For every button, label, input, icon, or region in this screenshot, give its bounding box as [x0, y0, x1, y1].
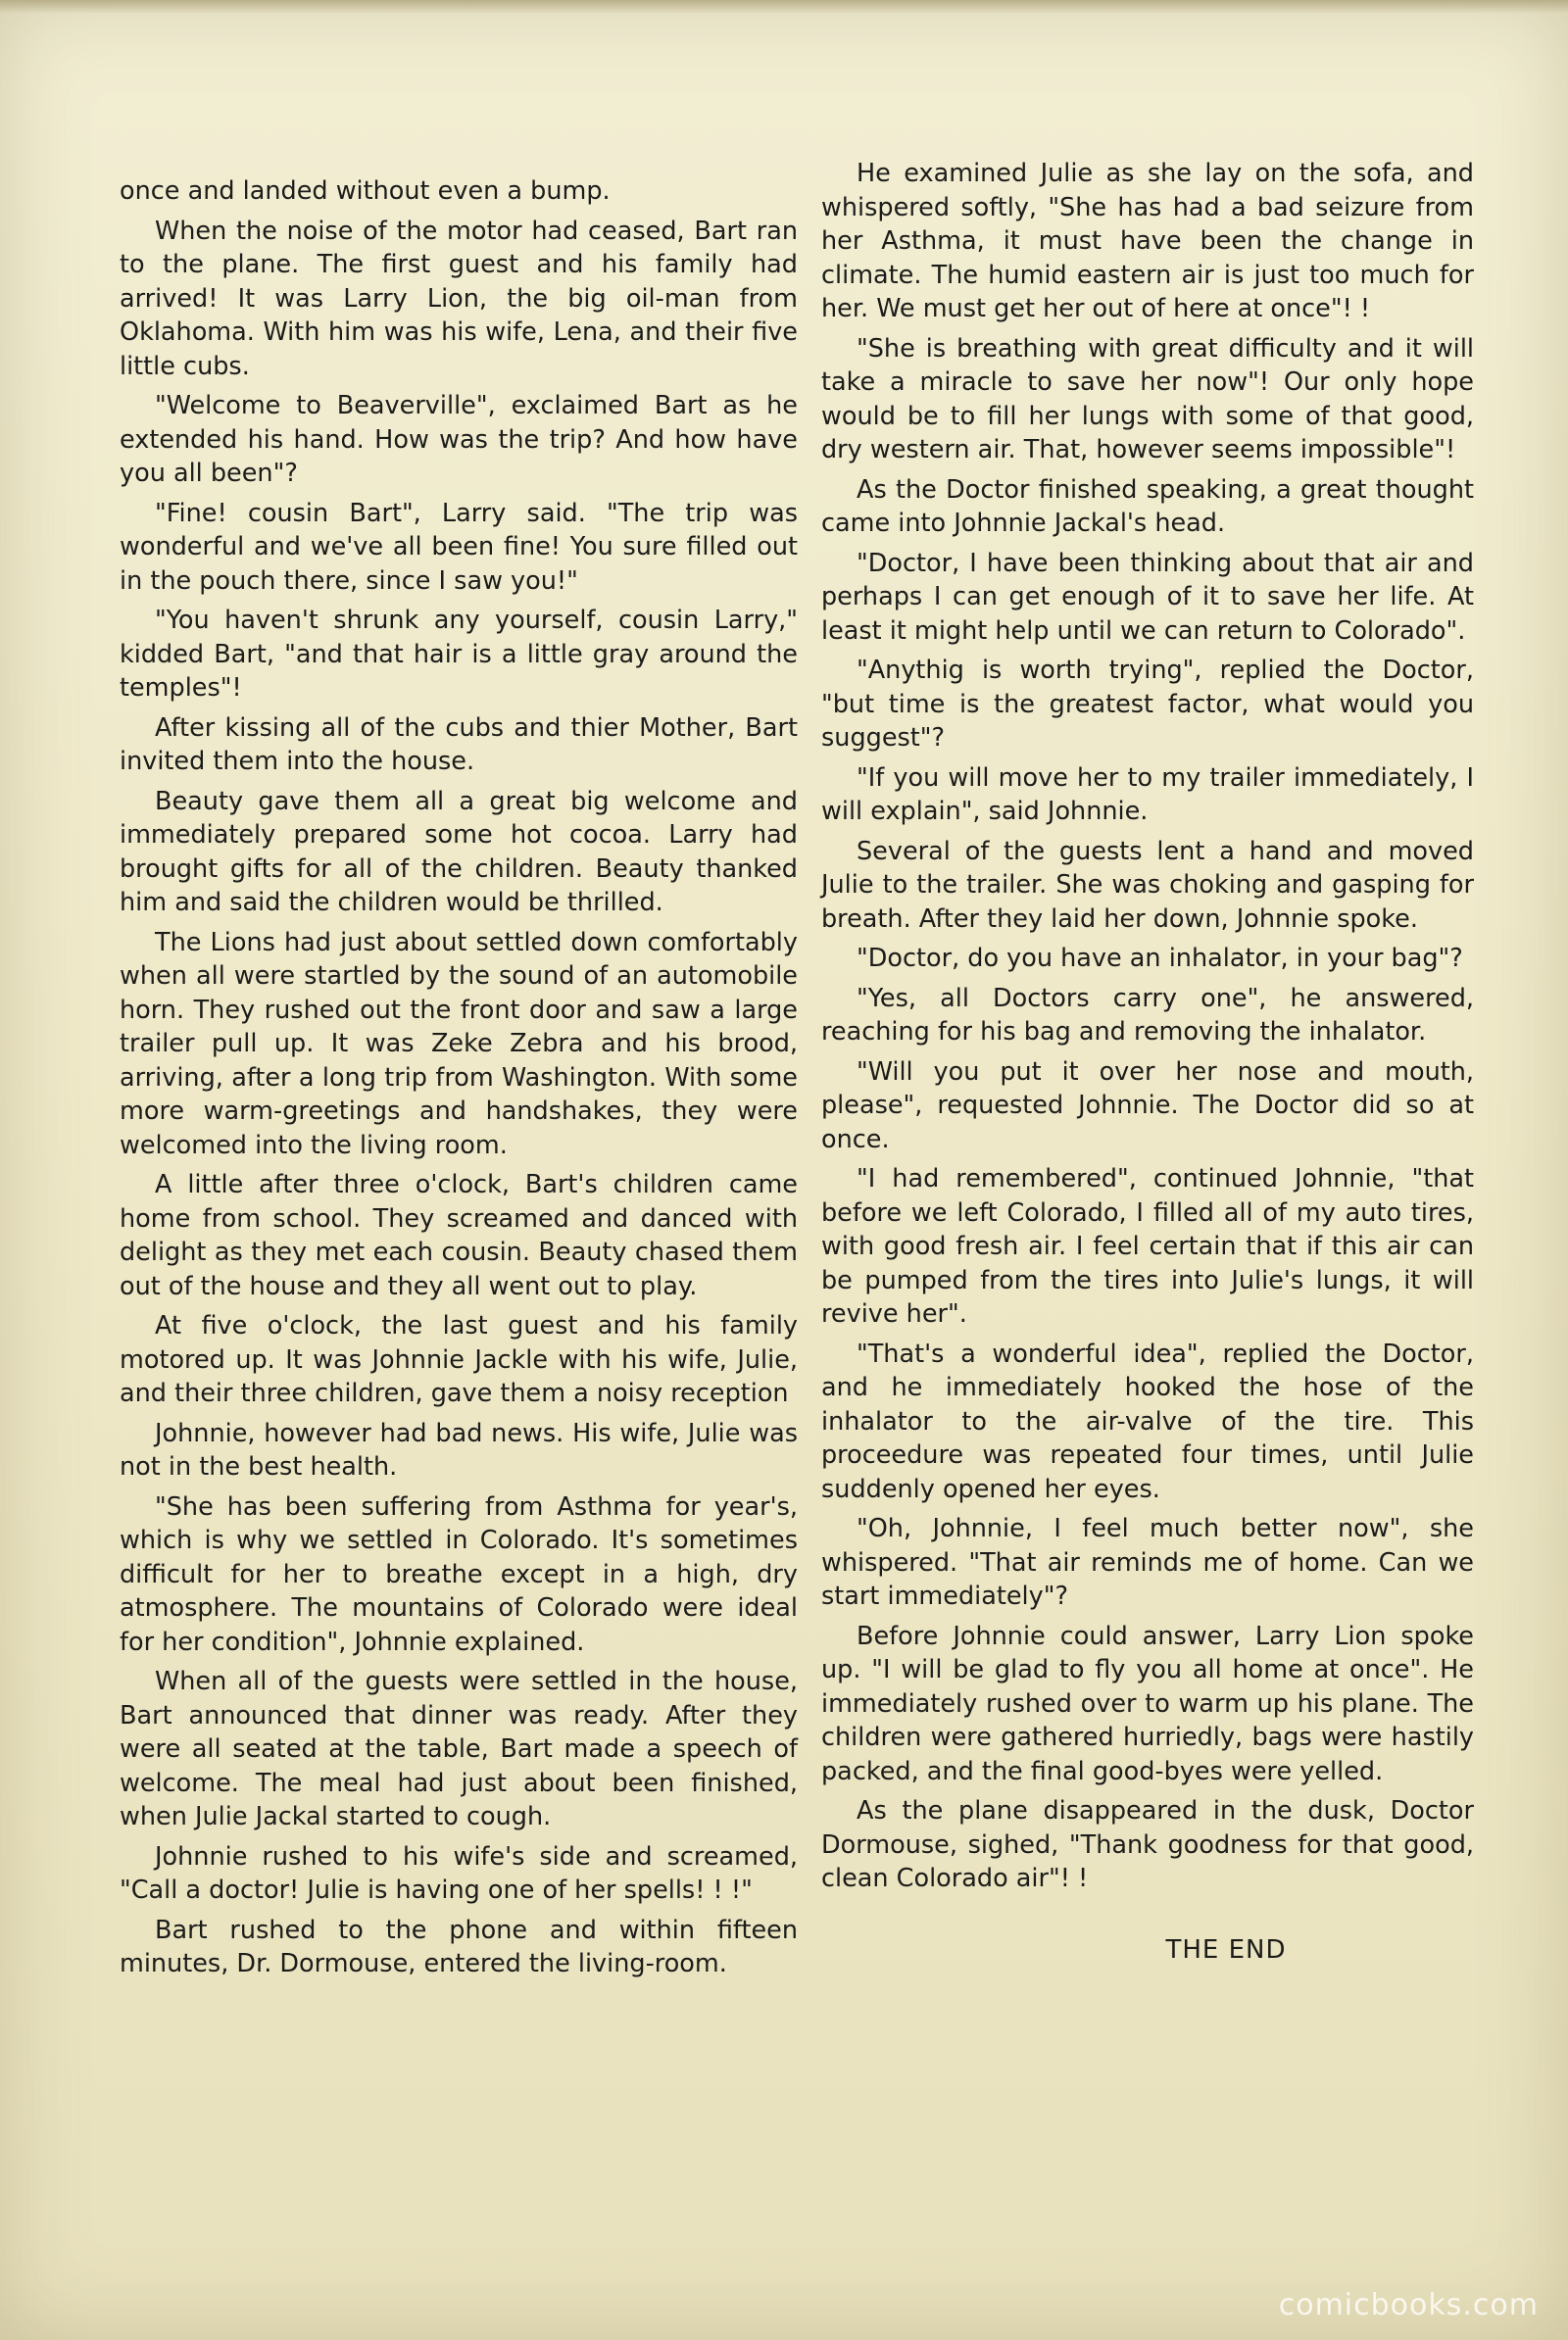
- paragraph: The Lions had just about settled down comfortably when all were startled by the sound of an automobile horn. They rushed out the front door and saw a large trailer pull up. It was Zeke Zebra and his brood, arriving, after a long trip from Washington. With some more warm-greetings and handshakes, they were welcomed into the living room.: [120, 927, 798, 1160]
- paragraph: Bart rushed to the phone and within fifteen minutes, Dr. Dormouse, entered the living-room.: [120, 1915, 798, 1978]
- paragraph: "Doctor, do you have an inhalator, in your bag"?: [857, 944, 1463, 973]
- paragraph: As the plane disappeared in the dusk, Doctor Dormouse, sighed, "Thank goodness for that good, clean Colorado air"! !: [821, 1796, 1474, 1893]
- page-top-edge: [0, 0, 1568, 14]
- paragraph: "I had remembered", continued Johnnie, "that before we left Colorado, I filled all of my auto tires, with good fresh air. I feel certain that if this air can be pumped from the tires into Julie's lungs, it will revive her".: [821, 1164, 1474, 1329]
- paragraph: "That's a wonderful idea", replied the Doctor, and he immediately hooked the hose of the inhalator to the air-valve of the tire. This proceedure was repeated four times, until Julie suddenly opened her eyes.: [821, 1339, 1474, 1504]
- paragraph: As the Doctor finished speaking, a great thought came into Johnnie Jackal's head.: [821, 474, 1474, 538]
- paragraph: once and landed without even a bump.: [120, 176, 611, 206]
- paragraph: "Will you put it over her nose and mouth, please", requested Johnnie. The Doctor did so at once.: [821, 1056, 1474, 1154]
- paragraph: Johnnie rushed to his wife's side and screamed, "Call a doctor! Julie is having one of her spells! ! !": [120, 1841, 798, 1905]
- paragraph: Johnnie, however had bad news. His wife, Julie was not in the best health.: [120, 1418, 798, 1482]
- paragraph: Before Johnnie could answer, Larry Lion spoke up. "I will be glad to fly you all home at once". He immediately rushed over to warm up his plane. The children were gathered hurriedly, bags were hastily packed, and the final good-byes were yelled.: [821, 1621, 1474, 1786]
- paragraph: "She has been suffering from Asthma for year's, which is why we settled in Colorado. It's sometimes difficult for her to breathe except in a high, dry atmosphere. The mountains of Colorado were ideal for her condition", Johnnie explained.: [120, 1491, 798, 1657]
- paragraph: "She is breathing with great difficulty and it will take a miracle to save her now"! Our only hope would be to fill her lungs with some of that good, dry western air. That, however seems impossible"!: [821, 333, 1474, 464]
- paragraph: "Fine! cousin Bart", Larry said. "The trip was wonderful and we've all been fine! You sure filled out in the pouch there, since I saw you!": [120, 498, 798, 596]
- paragraph: He examined Julie as she lay on the sofa, and whispered softly, "She has had a bad seizure from her Asthma, it must have been the change in climate. The humid eastern air is just too much for her. We must get her out of here at once"! !: [821, 159, 1474, 323]
- paragraph: "Yes, all Doctors carry one", he answered, reaching for his bag and removing the inhalator.: [821, 983, 1474, 1047]
- paragraph: When the noise of the motor had ceased, Bart ran to the plane. The first guest and his family had arrived! It was Larry Lion, the big oil-man from Oklahoma. With him was his wife, Lena, and their five little cubs.: [120, 216, 798, 381]
- paragraph: When all of the guests were settled in the house, Bart announced that dinner was ready. After they were all seated at the table, Bart made a speech of welcome. The meal had just about been finished, when Julie Jackal started to cough.: [120, 1667, 798, 1831]
- paragraph: After kissing all of the cubs and thier Mother, Bart invited them into the house.: [120, 712, 798, 776]
- paragraph: "Welcome to Beaverville", exclaimed Bart as he extended his hand. How was the trip? And how have you all been"?: [120, 391, 798, 488]
- paragraph: Several of the guests lent a hand and moved Julie to the trailer. She was choking and gasping for breath. After they laid her down, Johnnie spoke.: [821, 836, 1474, 934]
- paragraph: "Oh, Johnnie, I feel much better now", she whispered. "That air reminds me of home. Can we start immediately"?: [821, 1514, 1474, 1611]
- paragraph: "If you will move her to my trailer immediately, I will explain", said Johnnie.: [821, 762, 1474, 826]
- paragraph: "You haven't shrunk any yourself, cousin Larry," kidded Bart, "and that hair is a little gray around the temples"!: [120, 606, 798, 703]
- paragraph: A little after three o'clock, Bart's children came home from school. They screamed and danced with delight as they met each cousin. Beauty chased them out of the house and they all went out to play.: [120, 1170, 798, 1301]
- left-text-column: [120, 174, 798, 1987]
- paragraph: "Doctor, I have been thinking about that air and perhaps I can get enough of it to save her life. At least it might help until we can return to Colorado".: [821, 548, 1474, 646]
- paragraph: Beauty gave them all a great big welcome and immediately prepared some hot cocoa. Larry had brought gifts for all of the children. Beauty thanked him and said the children would be thrilled.: [120, 786, 798, 917]
- watermark: comicbooks.com: [1278, 2288, 1539, 2322]
- paragraph: At five o'clock, the last guest and his family motored up. It was Johnnie Jackle with his wife, Julie, and their three children, gave them a noisy reception: [120, 1311, 798, 1408]
- the-end-label: THE END: [1165, 1934, 1287, 1965]
- paragraph: "Anythig is worth trying", replied the Doctor, "but time is the greatest factor, what would you suggest"?: [821, 656, 1474, 753]
- right-text-column: [821, 157, 1474, 1967]
